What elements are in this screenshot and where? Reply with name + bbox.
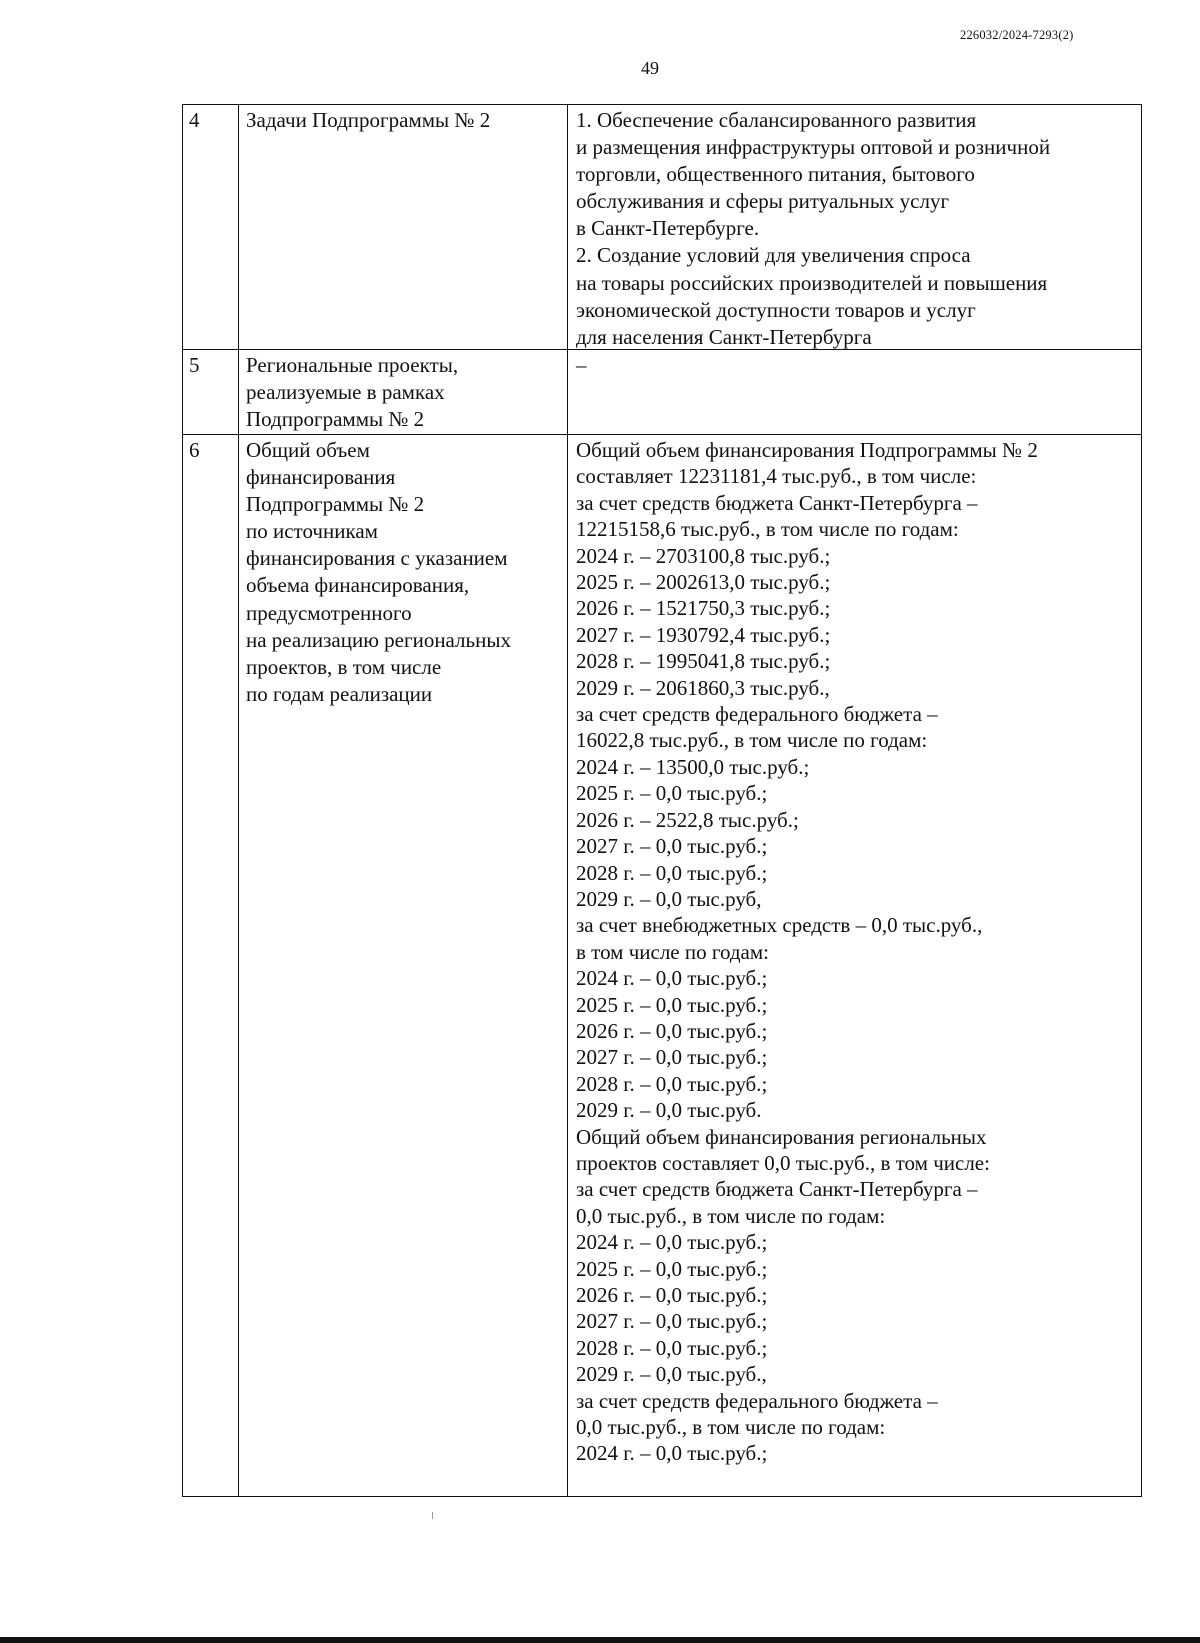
row-value: Общий объем финансирования Подпрограммы № 2 составляет 12231181,4 тыс.руб., в том числе: за счет средств бюджета Санкт-Петербурга – 12215158,6 тыс.руб., в том числе по годам: 2024 г. – 2703100,8 тыс.руб.; 2025 г. – 2002613,0 тыс.руб.; 2026 г. – 1521750,3 тыс.руб.; 2027 г. – 1930792,4 тыс.руб.; 2028 г. – 1995041,8 тыс.руб.; 2029 г. – 2061860,3 тыс.руб., за счет средств федерального бюджета – 16022,8 тыс.руб., в том числе по годам: 2024 г. – 13500,0 тыс.руб.; 2025 г. – 0,0 тыс.руб.; 2026 г. – 2522,8 тыс.руб.; 2027 г. – 0,0 тыс.руб.; 2028 г. – 0,0 тыс.руб.; 2029 г. – 0,0 тыс.руб, за счет внебюджетных средств – 0,0 тыс.руб., в том числе по годам: 2024 г. – 0,0 тыс.руб.; 2025 г. – 0,0 тыс.руб.; 2026 г. – 0,0 тыс.руб.; 2027 г. – 0,0 тыс.руб.; 2028 г. – 0,0 тыс.руб.; 2029 г. – 0,0 тыс.руб. Общий объем финансирования региональных проектов составляет 0,0 тыс.руб., в том числе: за счет средств бюджета Санкт-Петербурга – 0,0 тыс.руб., в том числе по годам: 2024 г. – 0,0 тыс.руб.; 2025 г. – 0,0 тыс.руб.; 2026 г. – 0,0 тыс.руб.; 2027 г. – 0,0 тыс.руб.; 2028 г. – 0,0 тыс.руб.; 2029 г. – 0,0 тыс.руб., за счет средств федерального бюджета – 0,0 тыс.руб., в том числе по годам: 2024 г. – 0,0 тыс.руб.; <box>576 438 1038 1466</box>
row-label: Региональные проекты, реализуемые в рамках Подпрограммы № 2 <box>246 353 459 432</box>
row-divider <box>183 434 1141 435</box>
row-value: 1. Обеспечение сбалансированного развития и размещения инфраструктуры оптовой и розничной торговли, общественного питания, бытового обслуживания и сферы ритуальных услуг в Санкт-Петербурге. 2. Создание условий для увеличения спроса на товары российских производителей и повышения экономической доступности товаров и услуг для населения Санкт-Петербурга <box>576 108 1051 349</box>
passport-table <box>182 104 1142 1497</box>
row-number: 4 <box>189 108 200 132</box>
column-divider <box>567 105 568 1496</box>
document-id: 226032/2024-7293(2) <box>960 28 1074 42</box>
row-label: Задачи Подпрограммы № 2 <box>246 108 491 132</box>
scan-mark <box>432 1512 433 1519</box>
page-number: 49 <box>641 58 659 78</box>
row-label: Общий объем финансирования Подпрограммы № 2 по источникам финансирования с указанием объема финансирования, предусмотренного на реализацию региональных проектов, в том числе по годам реализации <box>246 438 511 706</box>
row-value: – <box>576 353 587 377</box>
scan-border <box>0 1637 1200 1643</box>
row-number: 5 <box>189 353 200 377</box>
column-divider <box>238 105 239 1496</box>
row-number: 6 <box>189 438 200 462</box>
